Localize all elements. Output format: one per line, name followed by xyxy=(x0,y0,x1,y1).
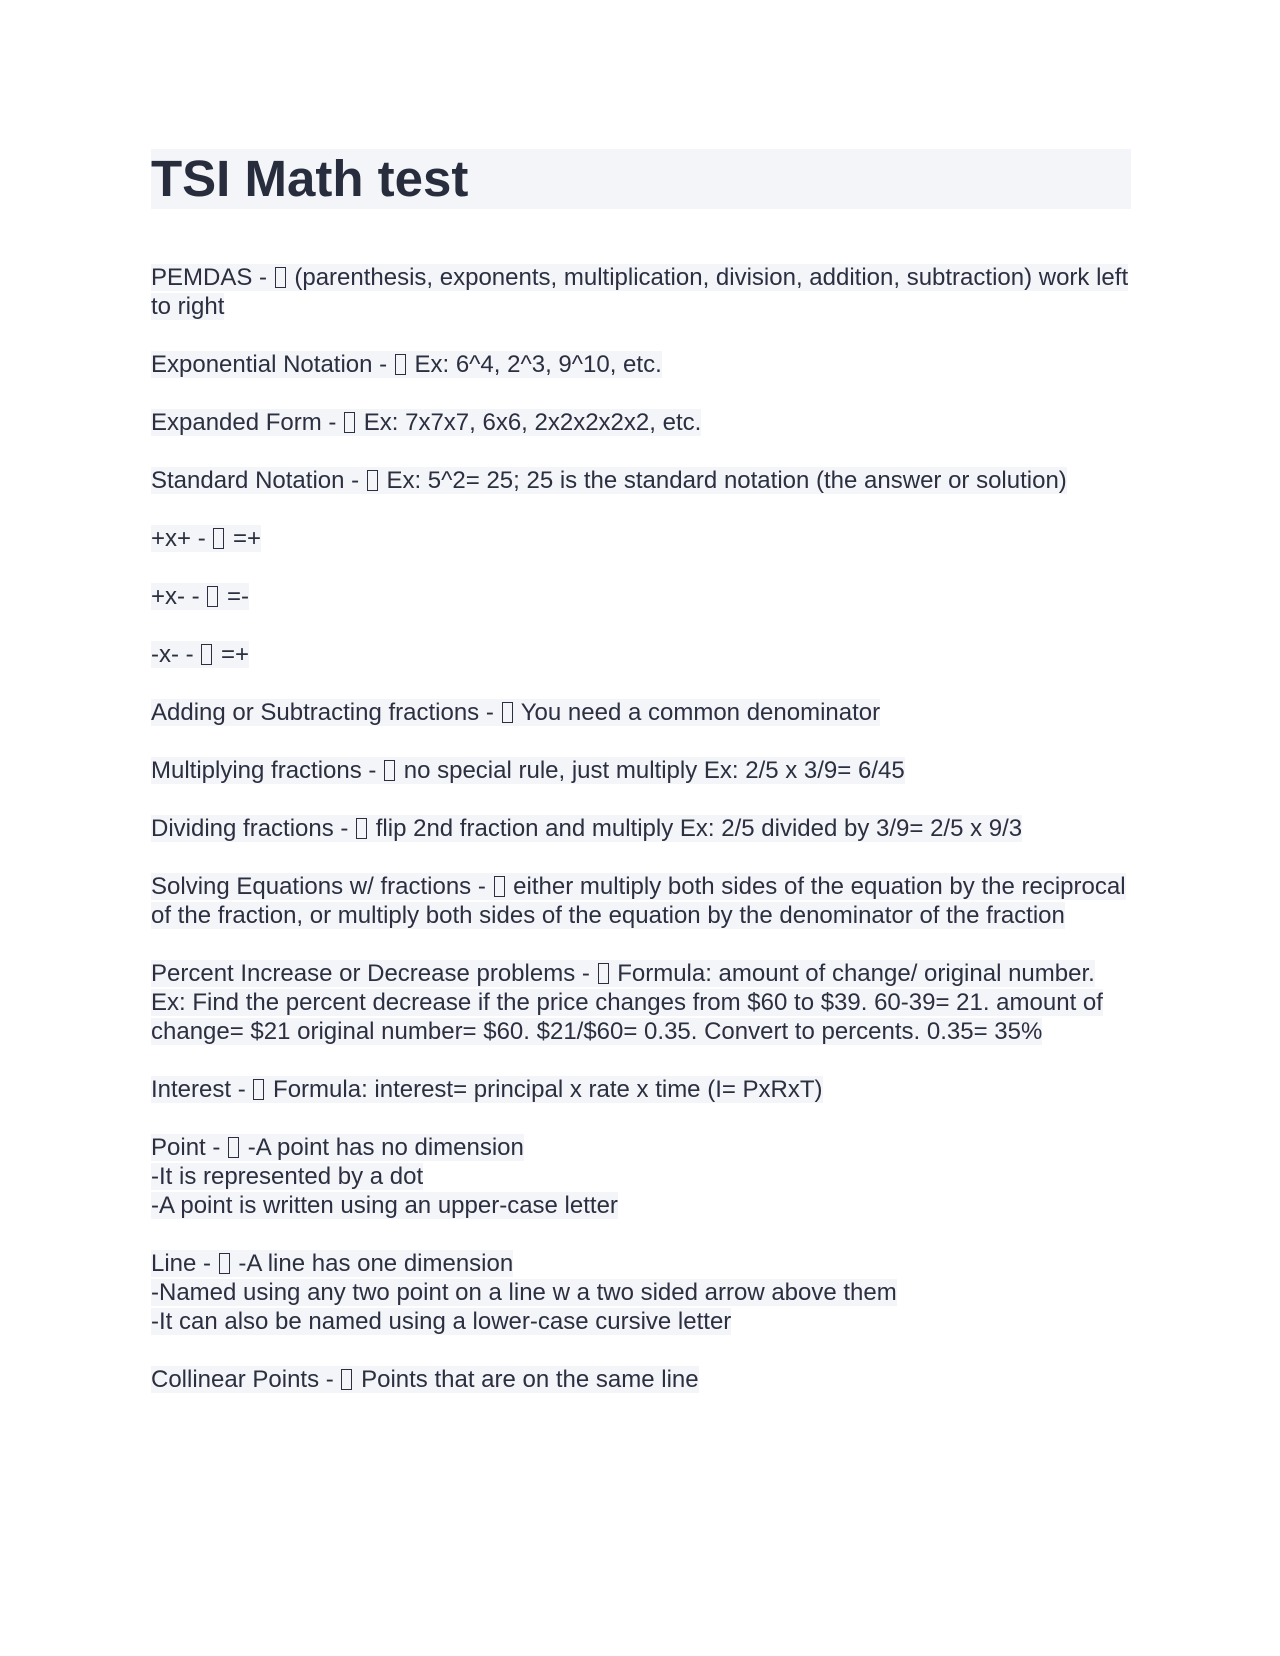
entry-term: Multiplying fractions - xyxy=(151,757,384,784)
entry-term: Standard Notation - xyxy=(151,467,366,494)
entry-term: Line - xyxy=(151,1250,218,1277)
entry-main-line xyxy=(151,1249,1131,1278)
entry-definition: Formula: interest= principal x rate x time (I= PxRxT) xyxy=(266,1076,823,1103)
entry-term: +x- - xyxy=(151,583,207,610)
entry-highlight xyxy=(151,873,1126,929)
missing-glyph-icon xyxy=(275,267,286,288)
missing-glyph-icon xyxy=(341,1369,352,1390)
entry-term: Point - xyxy=(151,1134,228,1161)
entry-highlight xyxy=(151,960,1103,1045)
missing-glyph-icon xyxy=(344,412,355,433)
entry-main-line xyxy=(151,582,1131,611)
flashcard-entry xyxy=(151,408,1131,437)
flashcard-entry xyxy=(151,1133,1131,1220)
flashcard-entry xyxy=(151,350,1131,379)
flashcard-entry xyxy=(151,1365,1131,1394)
entry-definition: Ex: 7x7x7, 6x6, 2x2x2x2x2, etc. xyxy=(357,409,702,436)
flashcard-entry xyxy=(151,959,1131,1046)
flashcard-list xyxy=(151,263,1131,1394)
entry-extra-line xyxy=(151,1162,1131,1191)
entry-highlight xyxy=(151,351,662,378)
missing-glyph-icon xyxy=(253,1079,264,1100)
entry-extra-text: -Named using any two point on a line w a two sided arrow above them xyxy=(151,1279,897,1306)
missing-glyph-icon xyxy=(502,702,513,723)
entry-term: Exponential Notation - xyxy=(151,351,394,378)
entry-main-line xyxy=(151,640,1131,669)
entry-extra-line xyxy=(151,1278,1131,1307)
missing-glyph-icon xyxy=(356,818,367,839)
flashcard-entry xyxy=(151,1249,1131,1336)
entry-definition: =- xyxy=(220,583,250,610)
entry-extra-text: -A point is written using an upper-case letter xyxy=(151,1192,618,1219)
entry-highlight xyxy=(151,264,1128,320)
entry-extra-line xyxy=(151,1191,1131,1220)
entry-definition: (parenthesis, exponents, multiplication, division, addition, subtraction) work left to right xyxy=(151,264,1129,320)
entry-term: Collinear Points - xyxy=(151,1366,341,1393)
flashcard-entry xyxy=(151,582,1131,611)
missing-glyph-icon xyxy=(598,963,609,984)
entry-highlight xyxy=(151,583,249,610)
flashcard-entry xyxy=(151,1075,1131,1104)
flashcard-entry xyxy=(151,872,1131,930)
entry-highlight xyxy=(151,699,880,726)
entry-definition: =+ xyxy=(214,641,250,668)
entry-definition: Points that are on the same line xyxy=(354,1366,699,1393)
title-bar xyxy=(151,149,1131,209)
entry-definition: -A point has no dimension xyxy=(241,1134,524,1161)
entry-highlight xyxy=(151,1076,823,1103)
entry-definition: no special rule, just multiply Ex: 2/5 x 3/9= 6/45 xyxy=(397,757,905,784)
entry-main-line xyxy=(151,814,1131,843)
entry-main-line xyxy=(151,698,1131,727)
entry-main-line xyxy=(151,1133,1131,1162)
entry-main-line xyxy=(151,1075,1131,1104)
entry-term: +x+ - xyxy=(151,525,213,552)
flashcard-entry xyxy=(151,756,1131,785)
entry-extra-line xyxy=(151,1307,1131,1336)
missing-glyph-icon xyxy=(201,644,212,665)
missing-glyph-icon xyxy=(367,470,378,491)
missing-glyph-icon xyxy=(494,876,505,897)
entry-definition: =+ xyxy=(226,525,262,552)
entry-highlight xyxy=(151,1366,699,1393)
entry-term: PEMDAS - xyxy=(151,264,274,291)
entry-term: Expanded Form - xyxy=(151,409,344,436)
entry-term: -x- - xyxy=(151,641,201,668)
missing-glyph-icon xyxy=(395,354,406,375)
entry-highlight xyxy=(151,757,905,784)
entry-main-line xyxy=(151,350,1131,379)
entry-definition: either multiply both sides of the equation by the reciprocal of the fraction, or multiply both sides of the equation by the denominator of the fraction xyxy=(151,873,1126,929)
missing-glyph-icon xyxy=(384,760,395,781)
entry-term: Dividing fractions - xyxy=(151,815,356,842)
entry-definition: Ex: 5^2= 25; 25 is the standard notation (the answer or solution) xyxy=(379,467,1067,494)
missing-glyph-icon xyxy=(228,1137,239,1158)
entry-main-line xyxy=(151,959,1131,1046)
page-title: TSI Math test xyxy=(151,150,469,207)
flashcard-entry xyxy=(151,640,1131,669)
entry-term: Interest - xyxy=(151,1076,253,1103)
entry-definition: -A line has one dimension xyxy=(231,1250,514,1277)
flashcard-entry xyxy=(151,263,1131,321)
entry-highlight xyxy=(151,467,1067,494)
entry-highlight xyxy=(151,815,1022,842)
entry-highlight xyxy=(151,1250,513,1277)
entry-definition: Ex: 6^4, 2^3, 9^10, etc. xyxy=(407,351,662,378)
entry-definition: Formula: amount of change/ original number. Ex: Find the percent decrease if the price changes from $60 to $39. 60-39= 21. amount of change= $21 original number= $60. $21/$60= 0.35. Convert to percents. 0.35= 35% xyxy=(151,960,1103,1045)
entry-term: Solving Equations w/ fractions - xyxy=(151,873,493,900)
entry-main-line xyxy=(151,263,1131,321)
flashcard-entry xyxy=(151,524,1131,553)
entry-main-line xyxy=(151,1365,1131,1394)
missing-glyph-icon xyxy=(213,528,224,549)
entry-main-line xyxy=(151,872,1131,930)
entry-definition: You need a common denominator xyxy=(514,699,881,726)
entry-extra-text: -It is represented by a dot xyxy=(151,1163,424,1190)
entry-main-line xyxy=(151,756,1131,785)
entry-term: Adding or Subtracting fractions - xyxy=(151,699,501,726)
missing-glyph-icon xyxy=(219,1253,230,1274)
entry-highlight xyxy=(151,525,261,552)
entry-highlight xyxy=(151,641,249,668)
entry-definition: flip 2nd fraction and multiply Ex: 2/5 divided by 3/9= 2/5 x 9/3 xyxy=(369,815,1023,842)
flashcard-entry xyxy=(151,698,1131,727)
entry-highlight xyxy=(151,1134,524,1161)
entry-main-line xyxy=(151,524,1131,553)
entry-main-line xyxy=(151,466,1131,495)
document-page xyxy=(151,149,1131,1423)
entry-term: Percent Increase or Decrease problems - xyxy=(151,960,597,987)
flashcard-entry xyxy=(151,814,1131,843)
missing-glyph-icon xyxy=(207,586,218,607)
entry-highlight xyxy=(151,409,701,436)
entry-extra-text: -It can also be named using a lower-case cursive letter xyxy=(151,1308,732,1335)
entry-main-line xyxy=(151,408,1131,437)
flashcard-entry xyxy=(151,466,1131,495)
